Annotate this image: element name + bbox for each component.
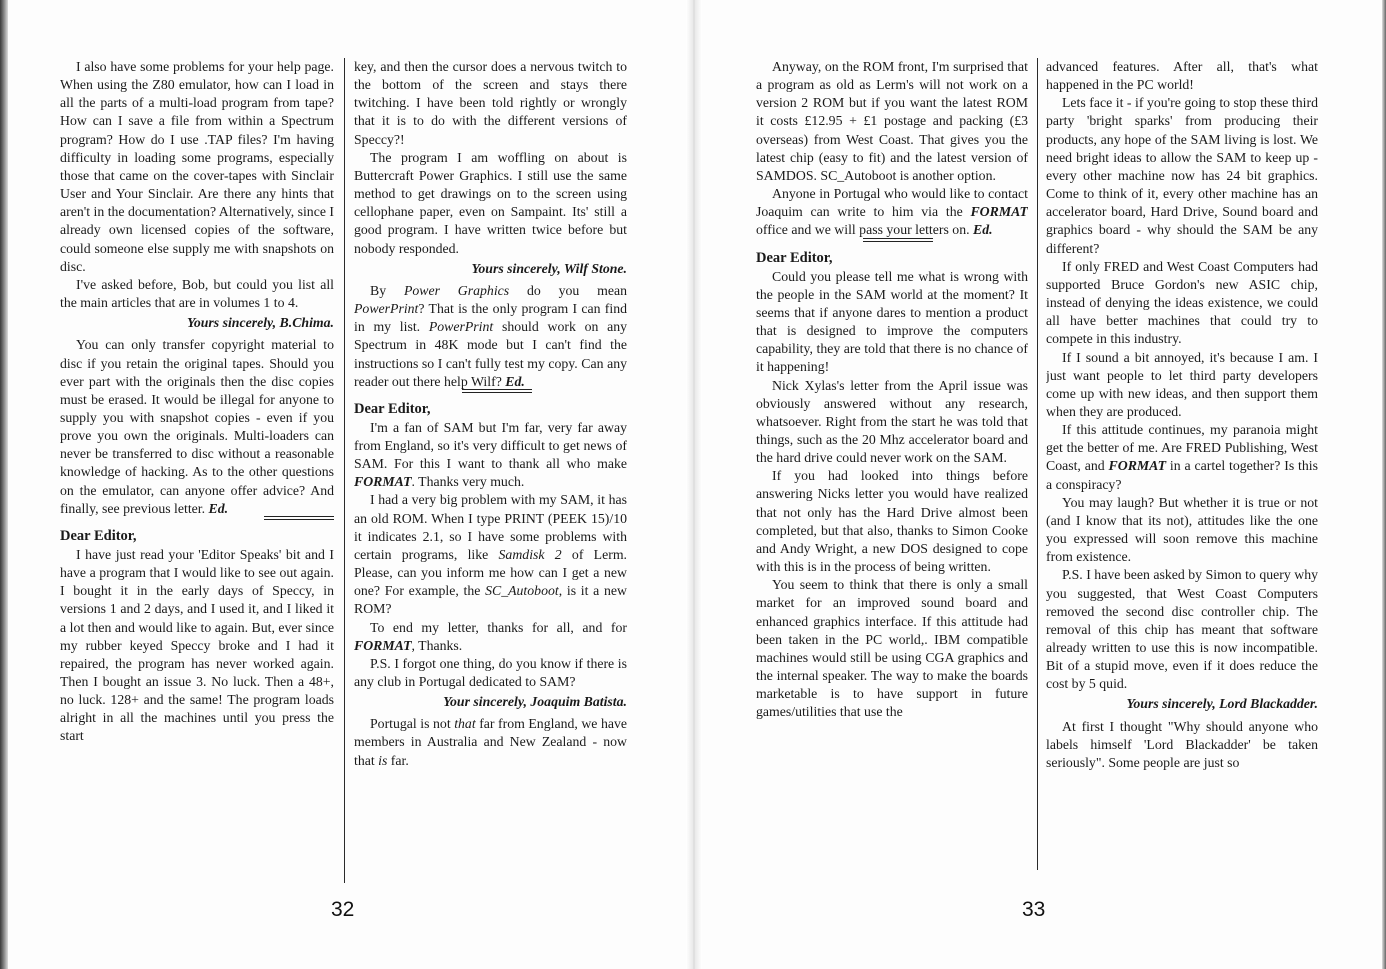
letter-paragraph: If I sound a bit annoyed, it's because I am. I just want people to let third party developers come up with new ideas, and then support them when they are produced. — [1046, 349, 1318, 419]
editor-reply: Portugal is not that far from England, we have members in Australia and New Zealand - now that is far. — [354, 716, 627, 768]
letter-paragraph: You may laugh? But whether it is true or not (and I know that its not), attitudes like the one you expressed will soon remove this machine from existence. — [1046, 494, 1318, 565]
letter-paragraph: If you had looked into things before answering Nicks letter you would have realized that not only has the Hard Drive almost been completed, but that also, thanks to Simon Cooke and Andy Wright, a new DOS designed to cope with this is in the process of being written. — [756, 468, 1028, 575]
page-edge-right — [1382, 0, 1386, 969]
letter-paragraph: The program I am woffling on about is Buttercraft Power Graphics. I still use the same method to get drawings on to the screen using cellophane paper, even on Sampaint. Its' still a good program. I have written twice before but nobody responded. — [354, 149, 627, 256]
signature: Yours sincerely, Lord Blackadder. — [1126, 696, 1318, 712]
editor-reply: Anyway, on the ROM front, I'm surprised that a program as old as Lerm's will not work on a version 2 ROM but if you want the latest ROM it costs £12.95 + £1 postage and packing (£3 overseas) from West Coast. That gives you the latest chip (easy to fit) and the latest version of SAMDOS. SC_Autoboot is another option. — [756, 59, 1028, 183]
letter-paragraph: I've asked before, Bob, but could you list all the main articles that are in volumes 1 to 4. — [60, 276, 334, 311]
letter-paragraph: If only FRED and West Coast Computers had supported Bruce Gordon's new ASIC chip, instead of denying the ideas existence, we could all have better machines that could try to compete in this industry. — [1046, 258, 1318, 347]
letter-paragraph: I had a very big problem with my SAM, it has an old ROM. When I type PRINT (PEEK 15)/10 it indicates 2.1, so I have some problems with certain programs, like Samdisk 2 of Lerm. Please, can you inform me how can I get a new one? For example, the SC_Autoboot, is it a new ROM? — [354, 492, 627, 617]
letter-heading: Dear Editor, — [756, 249, 833, 266]
letter-paragraph: I'm a fan of SAM but I'm far, very far away from England, so it's very difficult to get news of SAM. For this I want to thank all who make FORMAT. Thanks very much. — [354, 419, 627, 490]
letter-paragraph: I have just read your 'Editor Speaks' bit and I have a program that I would like to see out again. I bought it in the early days of Speccy, in versions 1 and 2 days, and I used it, and I liked it a lot then and would like to again. But, ever since my rubber keyed Speccy broke and I had it repaired, the program has never worked again. Then I bought an issue 3. No luck. Then a 48+, no luck. 128+ and the same! The program loads alright in all the machines until you press the start — [60, 546, 334, 744]
page-edge-left — [0, 0, 8, 969]
section-rule — [264, 516, 334, 520]
letter-paragraph: P.S. I forgot one thing, do you know if there is any club in Portugal dedicated to SAM? — [354, 655, 627, 689]
editor-reply: By Power Graphics do you mean PowerPrint? That is the only program I can find in my list. PowerPrint should work on any Spectrum in 48K mode but I can't find the instructions so I can't fully test my copy. Can any reader out there help Wilf? Ed. — [354, 282, 627, 389]
editor-reply: Anyone in Portugal who would like to contact Joaquim can write to him via the FORMAT office and we will pass your letters on. Ed. — [756, 186, 1028, 238]
page-number-left: 32 — [331, 898, 355, 921]
column-divider — [1037, 58, 1038, 870]
spine-gutter — [686, 0, 702, 969]
letter-paragraph: Could you please tell me what is wrong with the people in the SAM world at the moment? It seems that if anyone dares to mention a product that is designed to improve the computers capability, they are told that there is no chance of it happening! — [756, 268, 1028, 375]
editor-reply: At first I thought "Why should anyone who labels himself 'Lord Blackadder' be taken seriously". Some people are just so — [1046, 718, 1318, 770]
letter-paragraph: If this attitude continues, my paranoia might get the better of me. Are FRED Publishing, West Coast, and FORMAT in a cartel together? Is this a conspiracy? — [1046, 422, 1318, 492]
letter-paragraph: P.S. I have been asked by Simon to query why you suggested, that West Coast Computers removed the second disc controller chip. The removal of this chip has meant that software already written to use this is now incompatible. Bit of a stupid move, even if it does reduce the cost by 5 quid. — [1046, 567, 1318, 692]
letter-paragraph: Nick Xylas's letter from the April issue was obviously answered without any research, whatsoever. Right from the start he was told that things, such as the 20 Mhz accelerator board and the hard drive could never work on the SAM. — [756, 377, 1028, 466]
letter-paragraph: I also have some problems for your help page. When using the Z80 emulator, how can I load in all the parts of a multi-load program from tape? How can I save a file from within a Spectrum program? How do I use .TAP files? I'm having difficulty in loading some programs, especially those that came on the cover-tapes with Sinclair User and Your Sinclair. Are there any hints that aren't in the documentation? Alternatively, since I already own licensed copies of the software, could someone else supply me with snapshots on disc. — [60, 59, 334, 274]
page33-column-2 — [1046, 58, 1318, 888]
signature: Yours sincerely, Wilf Stone. — [471, 260, 627, 276]
page32-column-1 — [60, 58, 334, 888]
letter-paragraph: key, and then the cursor does a nervous twitch to the bottom of the screen and stays there twitching. I have been told rightly or wrongly that it is to do with the different versions of Speccy?! — [354, 59, 627, 147]
letter-paragraph: To end my letter, thanks for all, and for FORMAT, Thanks. — [354, 619, 627, 653]
page32-column-2 — [354, 58, 627, 888]
letter-paragraph: advanced features. After all, that's what happened in the PC world! — [1046, 59, 1318, 93]
signature: Yours sincerely, B.Chima. — [186, 315, 334, 331]
letter-paragraph: Lets face it - if you're going to stop these third party 'bright sparks' from producing their products, any hope of the SAM living is lost. We need bright ideas to allow the SAM to keep up - every other machine now has 24 bit graphics. Come to think of it, every other machine has an accelerator board, Hard Drive, Sound board and graphics board - why should the SAM be any different? — [1046, 95, 1318, 256]
editor-reply: You can only transfer copyright material to disc if you retain the original tapes. Should you ever part with the originals then the disc copies must be erased. It would be illegal for anyone to supply you with snapshot copies - even if you prove you own the originals. Multi-loaders can never be transferred to disc without a reasonable knowledge of hacking. As to the other questions on the emulator, can anyone offer advice? And finally, see previous letter. Ed. — [60, 337, 334, 516]
letter-heading: Dear Editor, — [354, 400, 431, 417]
letter-paragraph: You seem to think that there is only a small market for an improved sound board and enhanced graphics interface. If this attitude had been taken in the PC world,. IBM compatible machines would still be using CGA graphics and the internal speaker. The way to make the boards marketable is to have support in future games/utilities that use the — [756, 577, 1028, 720]
page33-column-1 — [756, 58, 1028, 888]
page-number-right: 33 — [1022, 898, 1046, 921]
signature: Your sincerely, Joaquim Batista. — [443, 694, 627, 710]
letter-heading: Dear Editor, — [60, 527, 137, 544]
column-divider — [344, 58, 345, 883]
